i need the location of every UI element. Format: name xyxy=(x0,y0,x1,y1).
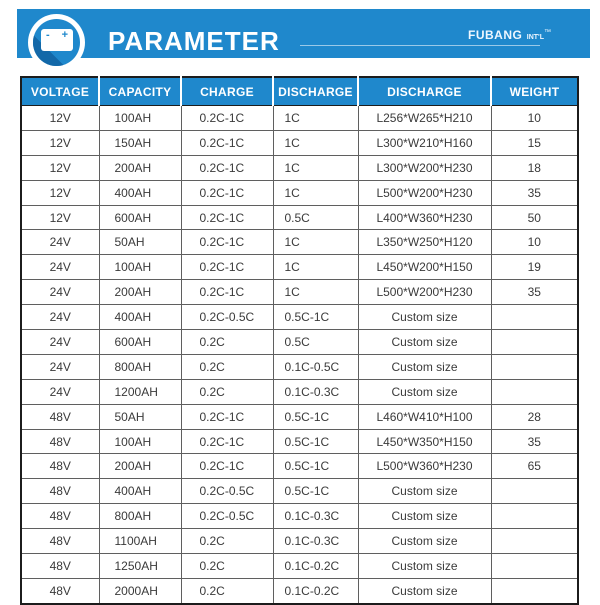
table-cell: 0.1C-0.3C xyxy=(273,504,358,529)
table-row xyxy=(21,280,578,305)
column-header-4: DISCHARGE xyxy=(358,77,491,106)
table-cell: 0.2C-1C xyxy=(181,130,273,155)
table-cell: Custom size xyxy=(358,578,491,603)
table-cell: 35 xyxy=(491,180,578,205)
minus-terminal-icon: - xyxy=(46,29,50,41)
battery-logo-circle xyxy=(28,14,85,71)
table-cell: 50AH xyxy=(99,404,181,429)
table-cell: Custom size xyxy=(358,504,491,529)
table-cell: 0.2C-1C xyxy=(181,230,273,255)
table-cell: L400*W360*H230 xyxy=(358,205,491,230)
table-cell: 100AH xyxy=(99,106,181,131)
table-row xyxy=(21,379,578,404)
table-cell: 0.2C-0.5C xyxy=(181,305,273,330)
table-row xyxy=(21,305,578,330)
table-cell: 1C xyxy=(273,255,358,280)
table-row xyxy=(21,330,578,355)
table-cell: 12V xyxy=(21,106,99,131)
table-cell: 150AH xyxy=(99,130,181,155)
table-cell: 0.2C xyxy=(181,354,273,379)
trademark-symbol: ™ xyxy=(544,29,551,36)
table-row xyxy=(21,354,578,379)
table-cell: 24V xyxy=(21,305,99,330)
column-header-0: VOLTAGE xyxy=(21,77,99,106)
table-row xyxy=(21,155,578,180)
table-cell xyxy=(491,529,578,554)
table-cell xyxy=(491,479,578,504)
table-cell: L300*W200*H230 xyxy=(358,155,491,180)
table-row xyxy=(21,554,578,579)
table-cell: 12V xyxy=(21,205,99,230)
table-cell: 0.2C-1C xyxy=(181,205,273,230)
table-cell xyxy=(491,354,578,379)
table-cell: 0.5C xyxy=(273,330,358,355)
table-cell xyxy=(491,504,578,529)
table-cell: 50 xyxy=(491,205,578,230)
table-cell: 0.2C-1C xyxy=(181,106,273,131)
column-header-5: WEIGHT xyxy=(491,77,578,106)
battery-icon xyxy=(33,19,80,66)
table-cell: 48V xyxy=(21,504,99,529)
table-cell: 12V xyxy=(21,155,99,180)
table-cell: 100AH xyxy=(99,429,181,454)
table-cell: 0.1C-0.3C xyxy=(273,529,358,554)
table-cell: 10 xyxy=(491,230,578,255)
table-cell: 400AH xyxy=(99,305,181,330)
table-cell: 1100AH xyxy=(99,529,181,554)
table-cell: 24V xyxy=(21,379,99,404)
brand-name: FUBANG xyxy=(468,28,523,42)
table-cell: Custom size xyxy=(358,354,491,379)
table-cell xyxy=(491,578,578,603)
table-cell xyxy=(491,330,578,355)
table-cell xyxy=(491,379,578,404)
table-row xyxy=(21,130,578,155)
table-cell: 10 xyxy=(491,106,578,131)
table-cell: 48V xyxy=(21,404,99,429)
table-cell: 65 xyxy=(491,454,578,479)
table-cell: 1250AH xyxy=(99,554,181,579)
table-cell: 0.5C-1C xyxy=(273,454,358,479)
table-row xyxy=(21,230,578,255)
table-cell: 0.5C-1C xyxy=(273,479,358,504)
table-cell: 48V xyxy=(21,429,99,454)
brand-underline xyxy=(300,45,540,46)
brand-suffix: INT'L xyxy=(526,34,544,41)
table-cell: 28 xyxy=(491,404,578,429)
table-row xyxy=(21,429,578,454)
table-body xyxy=(21,106,578,604)
table-cell: 35 xyxy=(491,280,578,305)
table-cell: 0.5C-1C xyxy=(273,305,358,330)
table-row xyxy=(21,180,578,205)
table-row xyxy=(21,479,578,504)
table-cell: 48V xyxy=(21,578,99,603)
table-cell: 12V xyxy=(21,180,99,205)
table-cell: 12V xyxy=(21,130,99,155)
table-cell: 0.2C xyxy=(181,330,273,355)
table-cell: 400AH xyxy=(99,180,181,205)
page-title: PARAMETER xyxy=(108,26,280,56)
table-cell: L350*W250*H120 xyxy=(358,230,491,255)
table-cell: 48V xyxy=(21,554,99,579)
table-cell: 50AH xyxy=(99,230,181,255)
table-row xyxy=(21,578,578,603)
table-cell: L500*W200*H230 xyxy=(358,280,491,305)
table-cell: 15 xyxy=(491,130,578,155)
table-cell: 1C xyxy=(273,130,358,155)
table-cell: 0.2C xyxy=(181,379,273,404)
table-cell: 48V xyxy=(21,454,99,479)
table-cell: 800AH xyxy=(99,354,181,379)
table-cell: 1C xyxy=(273,155,358,180)
table-cell: 0.1C-0.3C xyxy=(273,379,358,404)
header-row xyxy=(21,77,578,106)
table-cell: 0.1C-0.2C xyxy=(273,554,358,579)
table-cell: L300*W210*H160 xyxy=(358,130,491,155)
table-cell: 0.2C-1C xyxy=(181,280,273,305)
table-cell: L450*W350*H150 xyxy=(358,429,491,454)
table-cell: 0.2C-1C xyxy=(181,404,273,429)
table-cell: 0.2C-1C xyxy=(181,255,273,280)
table-cell: 24V xyxy=(21,280,99,305)
table-cell: 0.5C xyxy=(273,205,358,230)
table-cell: 24V xyxy=(21,330,99,355)
table-row xyxy=(21,404,578,429)
table-cell: 24V xyxy=(21,255,99,280)
table-cell: L256*W265*H210 xyxy=(358,106,491,131)
table-cell: 0.5C-1C xyxy=(273,404,358,429)
table-row xyxy=(21,205,578,230)
battery-body xyxy=(41,29,73,51)
table-cell: 0.2C-1C xyxy=(181,155,273,180)
column-header-2: CHARGE xyxy=(181,77,273,106)
parameter-table xyxy=(20,76,579,605)
table-cell: 0.2C-1C xyxy=(181,180,273,205)
table-cell: 1C xyxy=(273,280,358,305)
table-cell: L460*W410*H100 xyxy=(358,404,491,429)
plus-terminal-icon: + xyxy=(61,29,68,41)
table-cell: Custom size xyxy=(358,479,491,504)
brand-logo-text xyxy=(468,26,551,44)
header-banner xyxy=(17,9,590,58)
table-cell: 0.2C-1C xyxy=(181,454,273,479)
table-cell: 48V xyxy=(21,479,99,504)
table-row xyxy=(21,255,578,280)
table-cell: 0.1C-0.2C xyxy=(273,578,358,603)
table-cell: 0.2C xyxy=(181,554,273,579)
table-cell: L450*W200*H150 xyxy=(358,255,491,280)
table-cell: 200AH xyxy=(99,280,181,305)
table-cell xyxy=(491,305,578,330)
table-cell: 1200AH xyxy=(99,379,181,404)
table-cell: Custom size xyxy=(358,529,491,554)
table-cell: Custom size xyxy=(358,554,491,579)
table-cell: 800AH xyxy=(99,504,181,529)
table-cell: Custom size xyxy=(358,330,491,355)
table-cell: Custom size xyxy=(358,379,491,404)
table-cell: 19 xyxy=(491,255,578,280)
table-row xyxy=(21,454,578,479)
column-header-3: DISCHARGE xyxy=(273,77,358,106)
table-cell: 400AH xyxy=(99,479,181,504)
table-cell: L500*W200*H230 xyxy=(358,180,491,205)
table-cell: 0.2C-0.5C xyxy=(181,479,273,504)
table-cell: 0.5C-1C xyxy=(273,429,358,454)
table-cell: 600AH xyxy=(99,330,181,355)
table-row xyxy=(21,504,578,529)
table-cell: 0.2C-0.5C xyxy=(181,504,273,529)
table-cell: 48V xyxy=(21,529,99,554)
table-cell: 24V xyxy=(21,230,99,255)
table-cell: L500*W360*H230 xyxy=(358,454,491,479)
table-cell: 18 xyxy=(491,155,578,180)
table-cell: 35 xyxy=(491,429,578,454)
table-row xyxy=(21,529,578,554)
table-cell: 0.2C xyxy=(181,578,273,603)
table-cell: 0.2C-1C xyxy=(181,429,273,454)
table-cell: 0.1C-0.5C xyxy=(273,354,358,379)
table-cell: 1C xyxy=(273,230,358,255)
table-cell: 1C xyxy=(273,180,358,205)
table-cell: 600AH xyxy=(99,205,181,230)
table-cell: 100AH xyxy=(99,255,181,280)
table-cell: 1C xyxy=(273,106,358,131)
table-cell: 0.2C xyxy=(181,529,273,554)
table-cell xyxy=(491,554,578,579)
table-cell: 2000AH xyxy=(99,578,181,603)
table-cell: Custom size xyxy=(358,305,491,330)
table-cell: 200AH xyxy=(99,155,181,180)
table-cell: 24V xyxy=(21,354,99,379)
table-row xyxy=(21,106,578,131)
column-header-1: CAPACITY xyxy=(99,77,181,106)
table-cell: 200AH xyxy=(99,454,181,479)
